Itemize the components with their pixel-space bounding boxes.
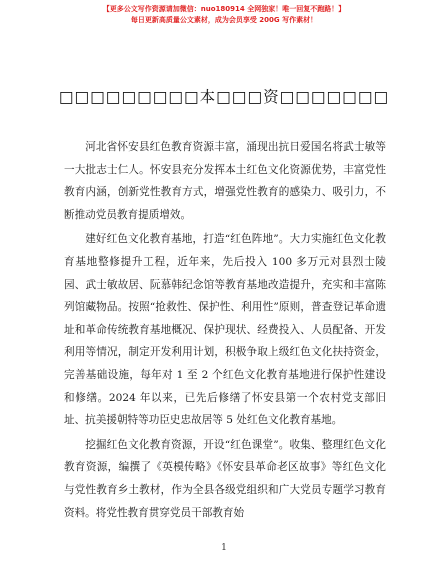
page-number: 1 bbox=[221, 543, 227, 553]
promo-banner-line-1: 【更多公文写作资源请加微信：nuo180914 全网独家！唯一回复不跑路！】 bbox=[102, 5, 346, 13]
promo-banner-line-2: 每日更新高质量公文素材，成为会员享受 200G 写作素材！ bbox=[130, 16, 318, 24]
document-body bbox=[64, 136, 386, 524]
paragraph-red-classroom: 挖掘红色文化教育资源，开设“红色课堂”。收集、整理红色文化教育资源，编撰了《英模传略》《怀安县革命老区故事》等红色文化与党性教育乡土教材，作为全县各级党组织和广大党员专题学习教育资料。将党性教育贯穿党员干部教育始 bbox=[64, 438, 386, 519]
paragraph-red-base: 建好红色文化教育基地，打造“红色阵地”。大力实施红色文化教育基地整修提升工程，近年来，先后投入 100 多万元对县烈士陵园、武士敏故居、阮慕韩纪念馆等教育基地改造提升，充实和丰富陈列馆藏物品。按照“抢救性、保护性、利用性”原则，普查登记革命遗址和革命传统教育基地概况、保护现状、经费投入、人员配备、开发利用等情况，制定开发利用计划，积极争取上级红色文化扶持资金，完善基础设施，每年对 1 至 2 个红色文化教育基地进行保护性建设和修缮。2024 年以来，已先后修缮了怀安县第一个农村党支部旧址、抗美援朝特等功臣史忠故居等 5 处红色文化教育基地。 bbox=[64, 233, 386, 427]
document-title: □□□□□□□□□本□□□资□□□□□□□ bbox=[58, 88, 390, 106]
promo-banner bbox=[0, 4, 448, 26]
paragraph-intro: 河北省怀安县红色教育资源丰富，涌现出抗日爱国名将武士敏等一大批志士仁人。怀安县充分发挥本土红色文化资源优势，丰富党性教育内涵，创新党性教育方式，增强党性教育的感染力、吸引力，不断推动党员教育提质增效。 bbox=[64, 141, 386, 221]
